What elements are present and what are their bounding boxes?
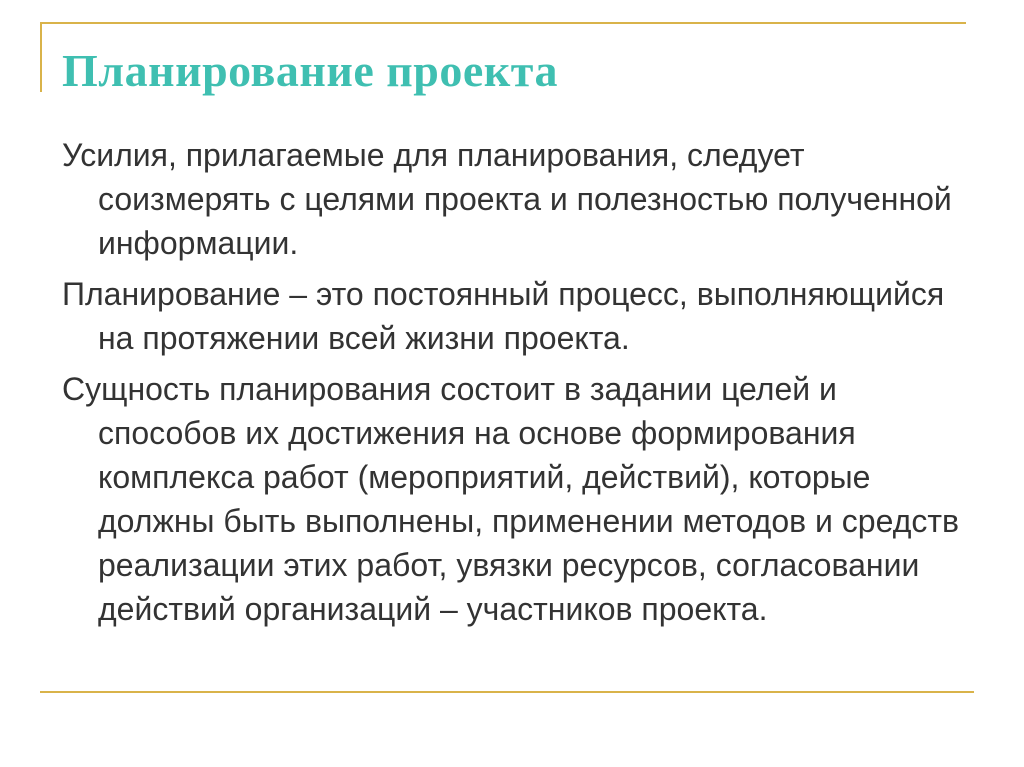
paragraph-effort: Усилия, прилагаемые для планирования, следует соизмерять с целями проекта и полезностью полученной информации.: [62, 137, 952, 261]
frame-line-top: [40, 22, 966, 24]
paragraph-process: Планирование – это постоянный процесс, выполняющийся на протяжении всей жизни проекта.: [62, 276, 945, 356]
frame-line-bottom: [40, 691, 974, 693]
paragraph-essence: Сущность планирования состоит в задании целей и способов их достижения на основе формирования комплекса работ (мероприятий, действий), которые должны быть выполнены, применении методов и средств реализации этих работ, увязки ресурсов, согласовании действий организаций – участников проекта.: [62, 371, 960, 627]
frame-line-left: [40, 22, 42, 92]
slide-body: [62, 133, 962, 638]
slide-title: Планирование проекта: [62, 45, 558, 96]
